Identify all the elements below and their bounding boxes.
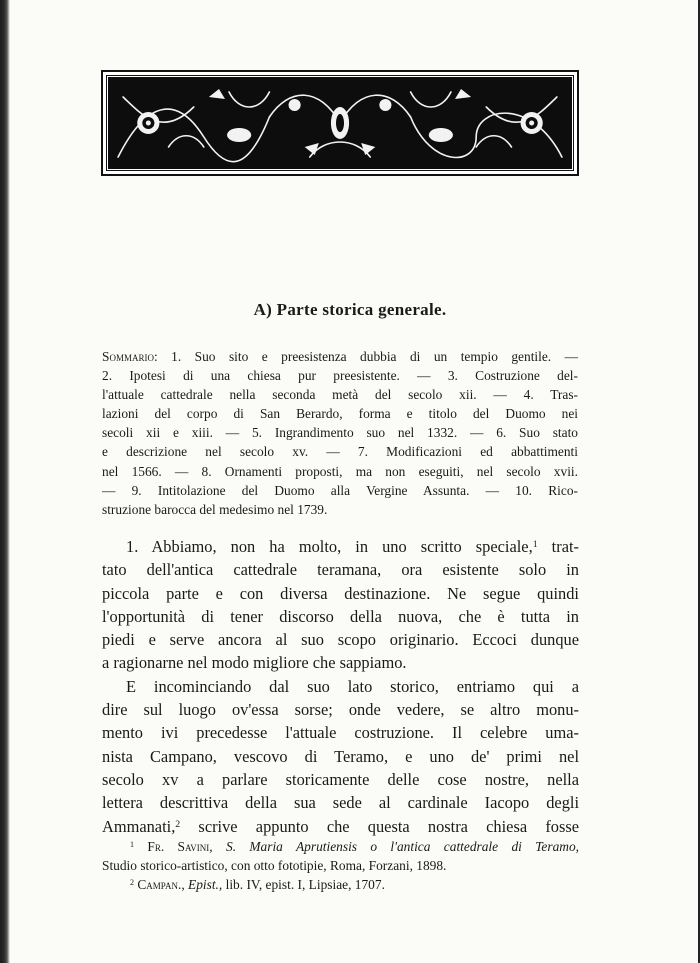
text-line: mento ivi precedesse l'attuale costruzione. Il celebre uma- <box>102 723 579 743</box>
text-line: l'opportunità di tener discorso della nuova, che è tutta in <box>102 606 579 626</box>
footnote-mark: 1 <box>130 839 135 849</box>
text-line: Ammanati,$^2$ scrive appunto che questa nostra chiesa fosse <box>102 816 579 836</box>
summary-line: l'attuale cattedrale nella seconda metà del secolo xii. — 4. Tras- <box>102 387 578 403</box>
summary-line: Sommario: 1. Suo sito e preesistenza dubbia di un tempio gentile. — <box>102 349 578 364</box>
footnote-2: $^2$ Campan., Epist., lib. IV, epist. I, Lipsiae, 1707. <box>130 877 385 892</box>
decorative-headpiece <box>101 70 579 176</box>
text-line: piccola parte e con diversa destinazione. Ne segue quindi <box>102 583 579 603</box>
text-line: piedi e serve ancora al suo scopo originario. Eccoci dunque <box>102 630 579 650</box>
footnote-title: S. Maria Aprutiensis o l'antica cattedrale di Teramo, <box>212 839 579 854</box>
summary-line: secoli xii e xiii. — 5. Ingrandimento suo nel 1332. — 6. Suo stato <box>102 425 578 441</box>
summary-line: 2. Ipotesi di una chiesa pur preesistente. — 3. Costruzione del- <box>102 368 578 384</box>
text-line: dire sul luogo ov'essa sorse; onde vedere, se altro monu- <box>102 700 579 720</box>
summary-line: struzione barocca del medesimo nel 1739. <box>102 501 328 517</box>
paragraph <box>102 535 579 675</box>
main-text <box>102 535 579 838</box>
footnote-ref: 2 <box>175 818 181 830</box>
summary-line: lazioni del corpo di San Berardo, forma e titolo del Duomo nei <box>102 406 578 422</box>
summary-label: Sommario: <box>102 349 158 364</box>
footnotes <box>102 837 579 894</box>
text-line: secolo xv a parlare storicamente delle cose nostre, nella <box>102 769 579 789</box>
footnote-ref: 1 <box>532 539 538 551</box>
footnote-1-cont: Studio storico-artistico, con otto fototipie, Roma, Forzani, 1898. <box>102 858 447 873</box>
summary-block <box>102 347 578 519</box>
floral-ornament-icon <box>108 77 572 169</box>
footnote-mark: 2 <box>130 877 135 887</box>
book-spine-shadow <box>0 0 10 963</box>
text-line: lettera descrittiva della sua sede al cardinale Iacopo degli <box>102 793 579 813</box>
summary-line: e descrizione nel secolo xv. — 7. Modificazioni ed abbattimenti <box>102 444 578 460</box>
footnote-author: Campan., <box>137 877 185 892</box>
footnote-1 <box>102 837 579 856</box>
text-line: a ragionarne nel modo migliore che sappiamo. <box>102 653 407 673</box>
text-line: nista Campano, vescovo di Teramo, e uno de' primi nel <box>102 746 579 766</box>
text-line: E incominciando dal suo lato storico, entriamo qui a <box>126 676 579 696</box>
section-heading: A) Parte storica generale. <box>253 300 447 319</box>
summary-line: nel 1566. — 8. Ornamenti proposti, ma non eseguiti, nel secolo xvii. <box>102 463 578 479</box>
footnote-author: Fr. Savini, <box>147 839 213 854</box>
footnote-title: Epist., <box>184 877 223 892</box>
paragraph <box>102 675 579 838</box>
summary-line: — 9. Intitolazione del Duomo alla Vergine Assunta. — 10. Rico- <box>102 482 578 498</box>
text-line: tato dell'antica cattedrale teramana, ora esistente solo in <box>102 560 579 580</box>
text-line: 1. Abbiamo, non ha molto, in uno scritto speciale,$^1$ trat- <box>126 537 579 556</box>
